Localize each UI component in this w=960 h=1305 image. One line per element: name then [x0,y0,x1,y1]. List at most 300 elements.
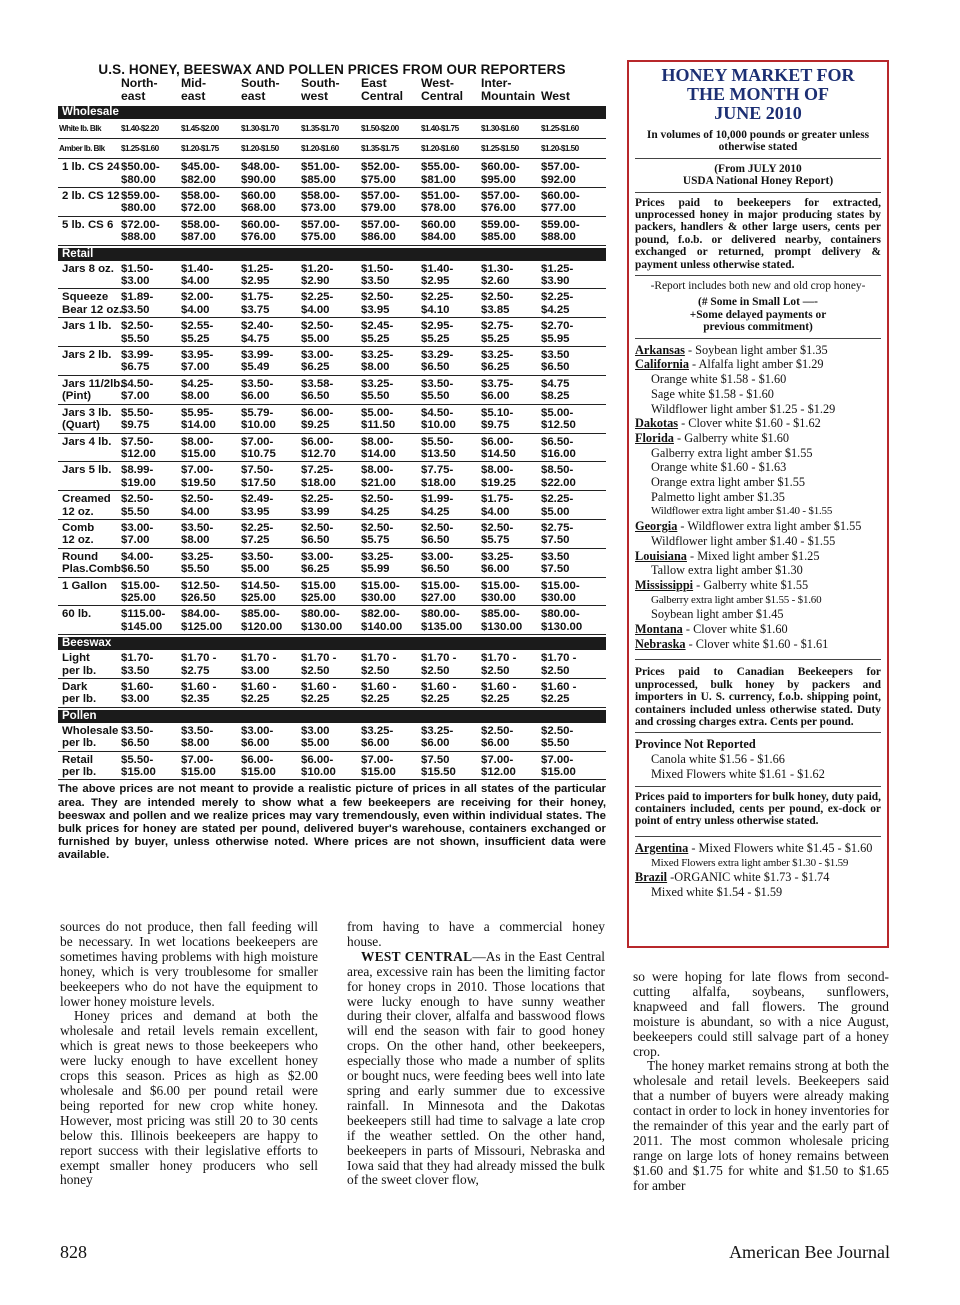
prices-disclaimer: The above prices are not meant to provide a realistic picture of prices in all states of the particular area. They are intended merely to show what a few beekeepers are receiving for their honey, beeswax and pollen and we realize prices may vary tremendously, even within individual states. The bulk prices for honey are stated per pound, delivered buyer's warehouse, containers exchanged or furnished by buyer, unless otherwise noted. Where prices are not shown, insufficient data were available. [58,783,606,862]
price-cell: $3.25- $6.00 [421,724,454,750]
price-cell: $1.60 - $2.35 [181,681,217,706]
price-cell: $57.00- $75.00 [301,218,340,244]
price-cell: $1.25-$1.60 [541,124,579,134]
price-cell: $1.70 - $2.50 [541,652,577,677]
price-cell: $2.50- $5.75 [361,521,394,547]
price-cell: $59.00- $80.00 [121,190,160,215]
state-name: Montana [635,622,683,637]
price-cell: $3.50- $6.50 [121,724,154,750]
price-cell: $2.25- $3.99 [301,493,334,518]
state-name: California [635,357,689,372]
price-cell: $15.00- $30.00 [361,579,400,604]
state-name: Louisiana [635,548,687,563]
price-cell: $1.50-$2.00 [361,124,399,134]
price-cell: $8.99- $19.00 [121,464,156,489]
state-sub-price: Tallow extra light amber $1.30 [651,563,803,578]
price-cell: $2.50- $6.00 [481,724,514,750]
price-cell: $59.00- $88.00 [541,218,580,244]
price-cell: $1.20-$1.50 [241,144,279,154]
state-line [635,343,881,358]
price-cell: $3.25- $5.50 [181,550,214,576]
section-header-pollen: Pollen [58,710,606,723]
price-cell: $3.25- $8.00 [361,349,394,374]
price-cell: $4.00- $6.50 [121,550,154,576]
price-cell: $15.00- $30.00 [541,579,580,604]
price-cell: $58.00- $73.00 [301,190,340,215]
price-cell: $2.50- $5.75 [481,521,514,547]
price-row-label: Jars 3 lb. (Quart) [62,406,112,432]
price-row [58,289,606,318]
price-cell: $2.25- $4.25 [541,291,574,316]
price-cell: $1.70 - $2.50 [421,652,457,677]
journal-name: American Bee Journal [729,1242,890,1262]
price-row [58,376,606,405]
price-cell: $3.99- $5.49 [241,349,274,374]
state-name: Georgia [635,519,678,534]
state-line [635,431,881,446]
price-cell: $2.50- $4.00 [181,493,214,518]
price-cell: $15.00 $25.00 [301,579,336,604]
price-cell: $60.00 $84.00 [421,218,456,244]
state-sub-price: Orange white $1.58 - $1.60 [651,372,787,387]
legend-line: (# Some in Small Lot —- [698,296,818,309]
price-cell: $1.20-$1.50 [541,144,579,154]
state-sub-price: Soybean light amber $1.45 [651,607,784,622]
price-cell: $2.45- $5.25 [361,320,394,345]
price-cell: $3.50 $6.50 [541,349,570,374]
price-cell: $7.25- $18.00 [301,464,336,489]
price-row-label: 2 lb. CS 12 [62,190,120,202]
price-cell: $1.45-$2.00 [181,124,219,134]
price-row-label: Retail per lb. [62,753,97,779]
state-line [635,416,881,431]
price-cell: $82.00- $140.00 [361,608,403,633]
price-cell: $15.00- $27.00 [421,579,460,604]
market-source-line: (From JULY 2010 [714,162,802,175]
price-cell: $3.00- $6.50 [421,550,454,576]
price-cell: $2.40- $4.75 [241,320,274,345]
price-row-label: Jars 8 oz. [62,262,114,275]
price-cell: $2.55- $5.25 [181,320,214,345]
price-cell: $8.50- $22.00 [541,464,576,489]
divider [635,659,881,660]
price-cell: $58.00- $87.00 [181,218,220,244]
price-cell: $1.60 - $2.25 [541,681,577,706]
price-cell: $1.70 - $3.00 [241,652,277,677]
price-cell: $7.00- $15.00 [181,753,216,779]
price-cell: $1.30-$1.70 [241,124,279,134]
state-line [635,519,881,534]
price-cell: $1.89- $3.50 [121,291,154,316]
price-cell: $3.00 $5.00 [301,724,330,750]
price-row [58,520,606,549]
market-subtitle: In volumes of 10,000 pounds or greater unless otherwise stated [646,129,870,154]
price-cell: $59.00- $85.00 [481,218,520,244]
price-cell: $3.25- $6.00 [361,724,394,750]
price-row-label: Jars 5 lb. [62,464,112,477]
market-box-title [635,66,881,123]
price-cell: $1.60 - $2.25 [241,681,277,706]
price-cell: $60.00- $76.00 [241,218,280,244]
price-row-label: 60 lb. [62,608,92,621]
state-name: Arkansas [635,342,685,357]
state-sub-price: Galberry extra light amber $1.55 [651,445,813,460]
divider [635,192,881,193]
price-cell: $45.00- $82.00 [181,161,220,186]
price-cell: $8.00- $21.00 [361,464,396,489]
price-cell: $57.00- $92.00 [541,161,580,186]
article-column-2 [347,920,605,1188]
state-price: - Alfalfa light amber $1.29 [688,357,824,372]
price-row [58,606,606,635]
price-cell: $51.00- $78.00 [421,190,460,215]
price-cell: $1.75- $4.00 [481,493,514,518]
price-cell: $3.50- $6.00 [241,377,274,403]
price-cell: $12.50- $26.50 [181,579,220,604]
price-cell: $6.50- $16.00 [541,435,576,460]
price-cell: $1.25- $2.95 [241,262,274,288]
price-cell: $51.00- $85.00 [301,161,340,186]
prices-table [58,62,606,863]
price-cell: $7.00- $15.00 [361,753,396,779]
price-row-label: Light per lb. [62,652,97,677]
price-cell: $8.00- $15.00 [181,435,216,460]
price-cell: $48.00- $90.00 [241,161,280,186]
price-cell: $85.00- $130.00 [481,608,523,633]
price-row [58,752,606,781]
market-source [635,163,881,188]
us-state-prices [635,343,881,652]
price-cell: $60.00- $77.00 [541,190,580,215]
price-row-label: Wholesale per lb. [62,724,119,750]
price-cell: $1.30-$1.60 [481,124,519,134]
price-cell: $1.25-$1.60 [121,144,159,154]
price-cell: $2.25- $4.10 [421,291,454,316]
price-cell: $3.75- $6.00 [481,377,514,403]
price-cell: $7.50 $15.50 [421,753,456,779]
market-title-line: JUNE 2010 [714,103,802,123]
region-header: South- west [301,76,340,103]
price-cell: $1.40- $2.95 [421,262,454,288]
price-cell: $7.00- $15.00 [541,753,576,779]
state-name: Dakotas [635,416,679,431]
price-row [58,549,606,578]
region-header: East Central [361,76,403,103]
state-line [635,549,881,564]
price-cell: $5.95- $14.00 [181,406,216,432]
price-cell: $6.00- $14.50 [481,435,516,460]
price-cell: $58.00- $72.00 [181,190,220,215]
price-row [58,405,606,434]
price-cell: $2.50- $5.50 [121,320,154,345]
price-cell: $4.50- $10.00 [421,406,456,432]
price-cell: $2.50- $5.00 [301,320,334,345]
section-header-retail: Retail [58,248,606,261]
price-cell: $57.00- $76.00 [481,190,520,215]
price-cell: $5.00- $12.50 [541,406,576,432]
price-cell: $52.00- $75.00 [361,161,400,186]
state-sub-price: Orange extra light amber $1.55 [651,475,805,490]
state-price: - Clover white $1.60 - $1.62 [678,416,821,431]
state-line [635,622,881,637]
price-cell: $7.00- $19.50 [181,464,216,489]
price-cell: $7.00- $12.00 [481,753,516,779]
region-header: South- east [241,76,280,103]
price-cell: $5.00- $11.50 [361,406,396,432]
price-row-label: Jars 11/2lb. (Pint) [62,377,124,403]
price-row [58,159,606,188]
price-cell: $57.00- $79.00 [361,190,400,215]
price-row [58,723,606,752]
price-cell: $2.50- $5.50 [121,493,154,518]
price-row [58,261,606,290]
price-cell: $80.00- $130.00 [541,608,583,633]
price-cell: $2.50- $3.85 [481,291,514,316]
prices-table-title: U.S. HONEY, BEESWAX AND POLLEN PRICES FROM OUR REPORTERS [98,62,566,77]
price-cell: $2.25- $4.00 [301,291,334,316]
price-cell: $1.40-$1.75 [421,124,459,134]
price-cell: $2.00- $4.00 [181,291,214,316]
price-cell: $2.50- $4.25 [361,493,394,518]
price-cell: $5.50- $9.75 [121,406,154,432]
price-cell: $5.79- $10.00 [241,406,276,432]
price-row [58,217,606,246]
price-cell: $3.29- $6.50 [421,349,454,374]
price-row-label: Squeeze Bear 12 oz. [62,291,123,316]
region-header: North- east [121,76,158,103]
price-row [58,318,606,347]
price-row-label: Jars 1 lb. [62,320,112,333]
report-note: -Report includes both new and old crop honey- [650,280,866,293]
price-cell: $3.58- $6.50 [301,377,334,403]
price-cell: $3.00- $7.00 [121,521,154,547]
state-price: - Galberry white $1.55 [693,577,809,592]
state-name: Florida [635,430,674,445]
market-legend [635,296,881,333]
price-cell: $15.00- $25.00 [121,579,160,604]
price-cell: $60.00- $95.00 [481,161,520,186]
state-sub-price: Wildflower light amber $1.40 - $1.55 [651,533,836,548]
state-sub-price: Palmetto light amber $1.35 [651,489,785,504]
state-price: - Soybean light amber $1.35 [684,342,828,357]
importers-paragraph: Prices paid to importers for bulk honey, duty paid, containers included, cents per pound, ex-dock or point of entry unless otherwise stated. [635,790,881,828]
market-source-line: USDA National Honey Report) [682,175,834,188]
importer-prices [635,841,881,900]
region-header: Inter- Mountain [481,76,536,103]
state-sub-price: Wildflower light amber $1.25 - $1.29 [651,401,836,416]
price-cell: $2.25- $5.00 [541,493,574,518]
price-cell: $1.40-$2.20 [121,124,159,134]
price-cell: $1.50- $3.00 [121,262,154,288]
divider [635,836,881,837]
region-header-row [58,77,606,102]
importer-sub-price: Mixed white $1.54 - $1.59 [651,884,783,899]
price-cell: $3.25- $5.50 [361,377,394,403]
price-cell: $3.50- $5.00 [241,550,274,576]
price-row-label: Comb 12 oz. [62,521,95,547]
price-cell: $4.50- $7.00 [121,377,154,403]
price-cell: $2.50- $5.50 [541,724,574,750]
price-cell: $15.00- $30.00 [481,579,520,604]
price-cell: $3.50- $8.00 [181,724,214,750]
price-cell: $7.50- $12.00 [121,435,156,460]
price-row [58,462,606,491]
price-cell: $7.50- $17.50 [241,464,276,489]
page-number: 828 [60,1242,87,1262]
price-cell: $80.00- $135.00 [421,608,463,633]
market-title-line: HONEY MARKET FOR [661,65,855,85]
importer-sub-price: Mixed Flowers extra light amber $1.30 - $1.59 [651,856,849,869]
state-sub-price: Orange white $1.60 - $1.63 [651,460,787,475]
state-price: - Mixed light amber $1.25 [686,548,820,563]
price-row-label: Creamed 12 oz. [62,493,111,518]
price-cell: $3.00- $6.00 [241,724,274,750]
state-sub-price: Sage white $1.58 - $1.60 [651,386,774,401]
price-cell: $1.20-$1.60 [421,144,459,154]
article-paragraph [347,950,605,1189]
price-cell: $6.00- $15.00 [241,753,276,779]
price-cell: $1.20- $2.90 [301,262,334,288]
price-cell: $3.95- $7.00 [181,349,214,374]
price-cell: $5.50- $15.00 [121,753,156,779]
price-cell: $1.60 - $2.25 [361,681,397,706]
price-cell: $50.00- $80.00 [121,161,160,186]
price-row [58,491,606,520]
section-header-beeswax: Beeswax [58,637,606,650]
price-cell: $1.25- $3.90 [541,262,574,288]
price-cell: $14.50- $25.00 [241,579,280,604]
price-cell: $1.30- $2.60 [481,262,514,288]
state-line [635,637,881,652]
article-paragraph: sources do not produce, then fall feeding will be necessary. In wet locations beekeepers are sometimes having problems with high moisture honey, which is very troublesome for smaller beekeepers who do not have the equipment to lower honey moisture levels. [60,919,318,1009]
price-cell: $2.50- $6.50 [301,521,334,547]
price-cell: $55.00- $81.00 [421,161,460,186]
price-cell: $3.25- $5.99 [361,550,394,576]
price-cell: $6.00- $12.70 [301,435,336,460]
price-cell: $84.00- $125.00 [181,608,223,633]
price-cell: $4.25- $8.00 [181,377,214,403]
price-cell: $7.00- $10.75 [241,435,276,460]
price-sections [58,106,606,780]
region-header: West- Central [421,76,463,103]
state-sub-price: Galberry extra light amber $1.55 - $1.60 [651,593,822,606]
price-cell: $4.75 $8.25 [541,377,570,403]
price-cell: $2.95- $5.25 [421,320,454,345]
importer-name: Argentina [635,840,689,855]
price-cell: $1.50- $3.50 [361,262,394,288]
divider [635,786,881,787]
price-cell: $6.00- $9.25 [301,406,334,432]
us-prices-paragraph: Prices paid to beekeepers for extracted, unprocessed honey in major producing states by packers, handlers & other large users, cents per pound, f.o.b. or delivered nearby, containers exchanged or returned, prompt delivery & payment unless otherwise stated. [635,196,881,271]
price-cell: $3.50- $8.00 [181,521,214,547]
province-line: Mixed Flowers white $1.61 - $1.62 [651,766,825,781]
price-cell: $3.25- $6.25 [481,349,514,374]
state-price: - Clover white $1.60 - $1.61 [685,636,829,651]
price-row-label: Dark per lb. [62,681,97,706]
price-cell: $1.35-$1.75 [361,144,399,154]
price-cell: $2.75- $5.25 [481,320,514,345]
price-row [58,434,606,463]
price-row-label: Amber lb. Blk [59,144,105,154]
state-price: - Galberry white $1.60 [673,430,790,445]
region-header: Mid- east [181,76,207,103]
state-sub-price: Wildflower extra light amber $1.40 - $1.55 [651,505,833,518]
price-cell: $1.60 - $2.25 [481,681,517,706]
price-cell: $8.00- $19.25 [481,464,516,489]
region-header-spacer [58,77,121,102]
price-cell: $80.00- $130.00 [301,608,343,633]
price-cell: $1.60 - $2.25 [421,681,457,706]
importer-name: Brazil [635,870,668,885]
price-cell: $3.25- $6.00 [481,550,514,576]
price-row [58,578,606,607]
price-cell: $1.99- $4.25 [421,493,454,518]
price-row-label: 5 lb. CS 6 [62,218,114,231]
price-row [58,119,606,139]
importer-line [635,870,881,885]
price-cell: $3.99- $6.75 [121,349,154,374]
divider [635,158,881,159]
price-row-label: White lb. Blk [59,124,101,134]
price-cell: $2.50- $3.95 [361,291,394,316]
province-heading: Province Not Reported [635,737,756,752]
price-cell: $2.49- $3.95 [241,493,274,518]
price-row-label: Jars 2 lb. [62,349,112,362]
state-line [635,357,881,372]
state-name: Nebraska [635,636,686,651]
state-price: - Clover white $1.60 [682,622,788,637]
price-row-label: 1 Gallon [62,579,107,592]
price-row [58,139,606,159]
divider [635,275,881,276]
price-cell: $1.60 - $2.25 [301,681,337,706]
article-paragraph: so were hoping for late flows from second-cutting alfalfa, soybeans, sunflowers, knapweed and fall flowers. The ground moisture is abundant, so with a nice August, beekeepers could still salvage part of a honey crop. [633,969,889,1059]
honey-market-box [627,60,889,948]
article-paragraph: from having to have a commercial honey house. [347,919,605,949]
state-line [635,578,881,593]
state-price: - Wildflower extra light amber $1.55 [677,519,862,534]
divider [635,338,881,339]
canada-paragraph: Prices paid to Canadian Beekeepers for unprocessed, bulk honey by packers and importers in U. S. currency, f.o.b. shipping point, containers included unless otherwise stated. Duty and crossing charges extra. Cents per pound. [635,666,881,729]
price-cell: $60.00 $68.00 [241,190,276,215]
price-cell: $1.75- $3.75 [241,291,274,316]
price-cell: $3.00- $6.25 [301,550,334,576]
price-cell: $1.70 - $2.50 [301,652,337,677]
price-cell: $1.25-$1.50 [481,144,519,154]
price-row [58,347,606,376]
price-cell: $2.50- $6.50 [421,521,454,547]
price-cell: $1.70- $3.50 [121,652,154,677]
article-paragraph: The honey market remains strong at both the wholesale and retail levels. Beekeepers said that a number of buyers were already making contact in order to lock in honey inventories for the remainder of this year and the early part of 2011. The most common wholesale pricing range on large lots of honey remains between $1.60 and $1.75 for white and $1.50 to $1.65 for amber [633,1058,889,1193]
price-row-label: Round Plas.Comb [62,550,121,576]
price-cell: $57.00- $86.00 [361,218,400,244]
price-row [58,188,606,217]
state-name: Mississippi [635,577,694,592]
price-cell: $5.10- $9.75 [481,406,514,432]
price-cell: $2.25- $7.25 [241,521,274,547]
price-cell: $1.70 - $2.75 [181,652,217,677]
price-cell: $1.40- $4.00 [181,262,214,288]
province-line: Canola white $1.56 - $1.66 [651,752,785,767]
section-lead-west-central: WEST CENTRAL [361,948,473,964]
price-cell: $1.20-$1.75 [181,144,219,154]
price-cell: $85.00- $120.00 [241,608,283,633]
price-cell: $3.50- $5.50 [421,377,454,403]
price-cell: $6.00- $10.00 [301,753,336,779]
article-paragraph: Honey prices and demand at both the wholesale and retail levels remain excellent, which is great news to those beekeepers who were lucky enough to have excellent honey crops this season. Prices as high as $2.00 wholesale and $6.00 per pound retail were being reported for new crop white honey. However, most pricing was still 20 to 30 cents below this. Illinois beekeepers are happy to report success with their legislative efforts to exempt smaller honey producers who sell honey [60,1008,318,1188]
price-cell: $1.20-$1.60 [301,144,339,154]
importer-price: -ORGANIC white $1.73 - $1.74 [667,870,830,885]
